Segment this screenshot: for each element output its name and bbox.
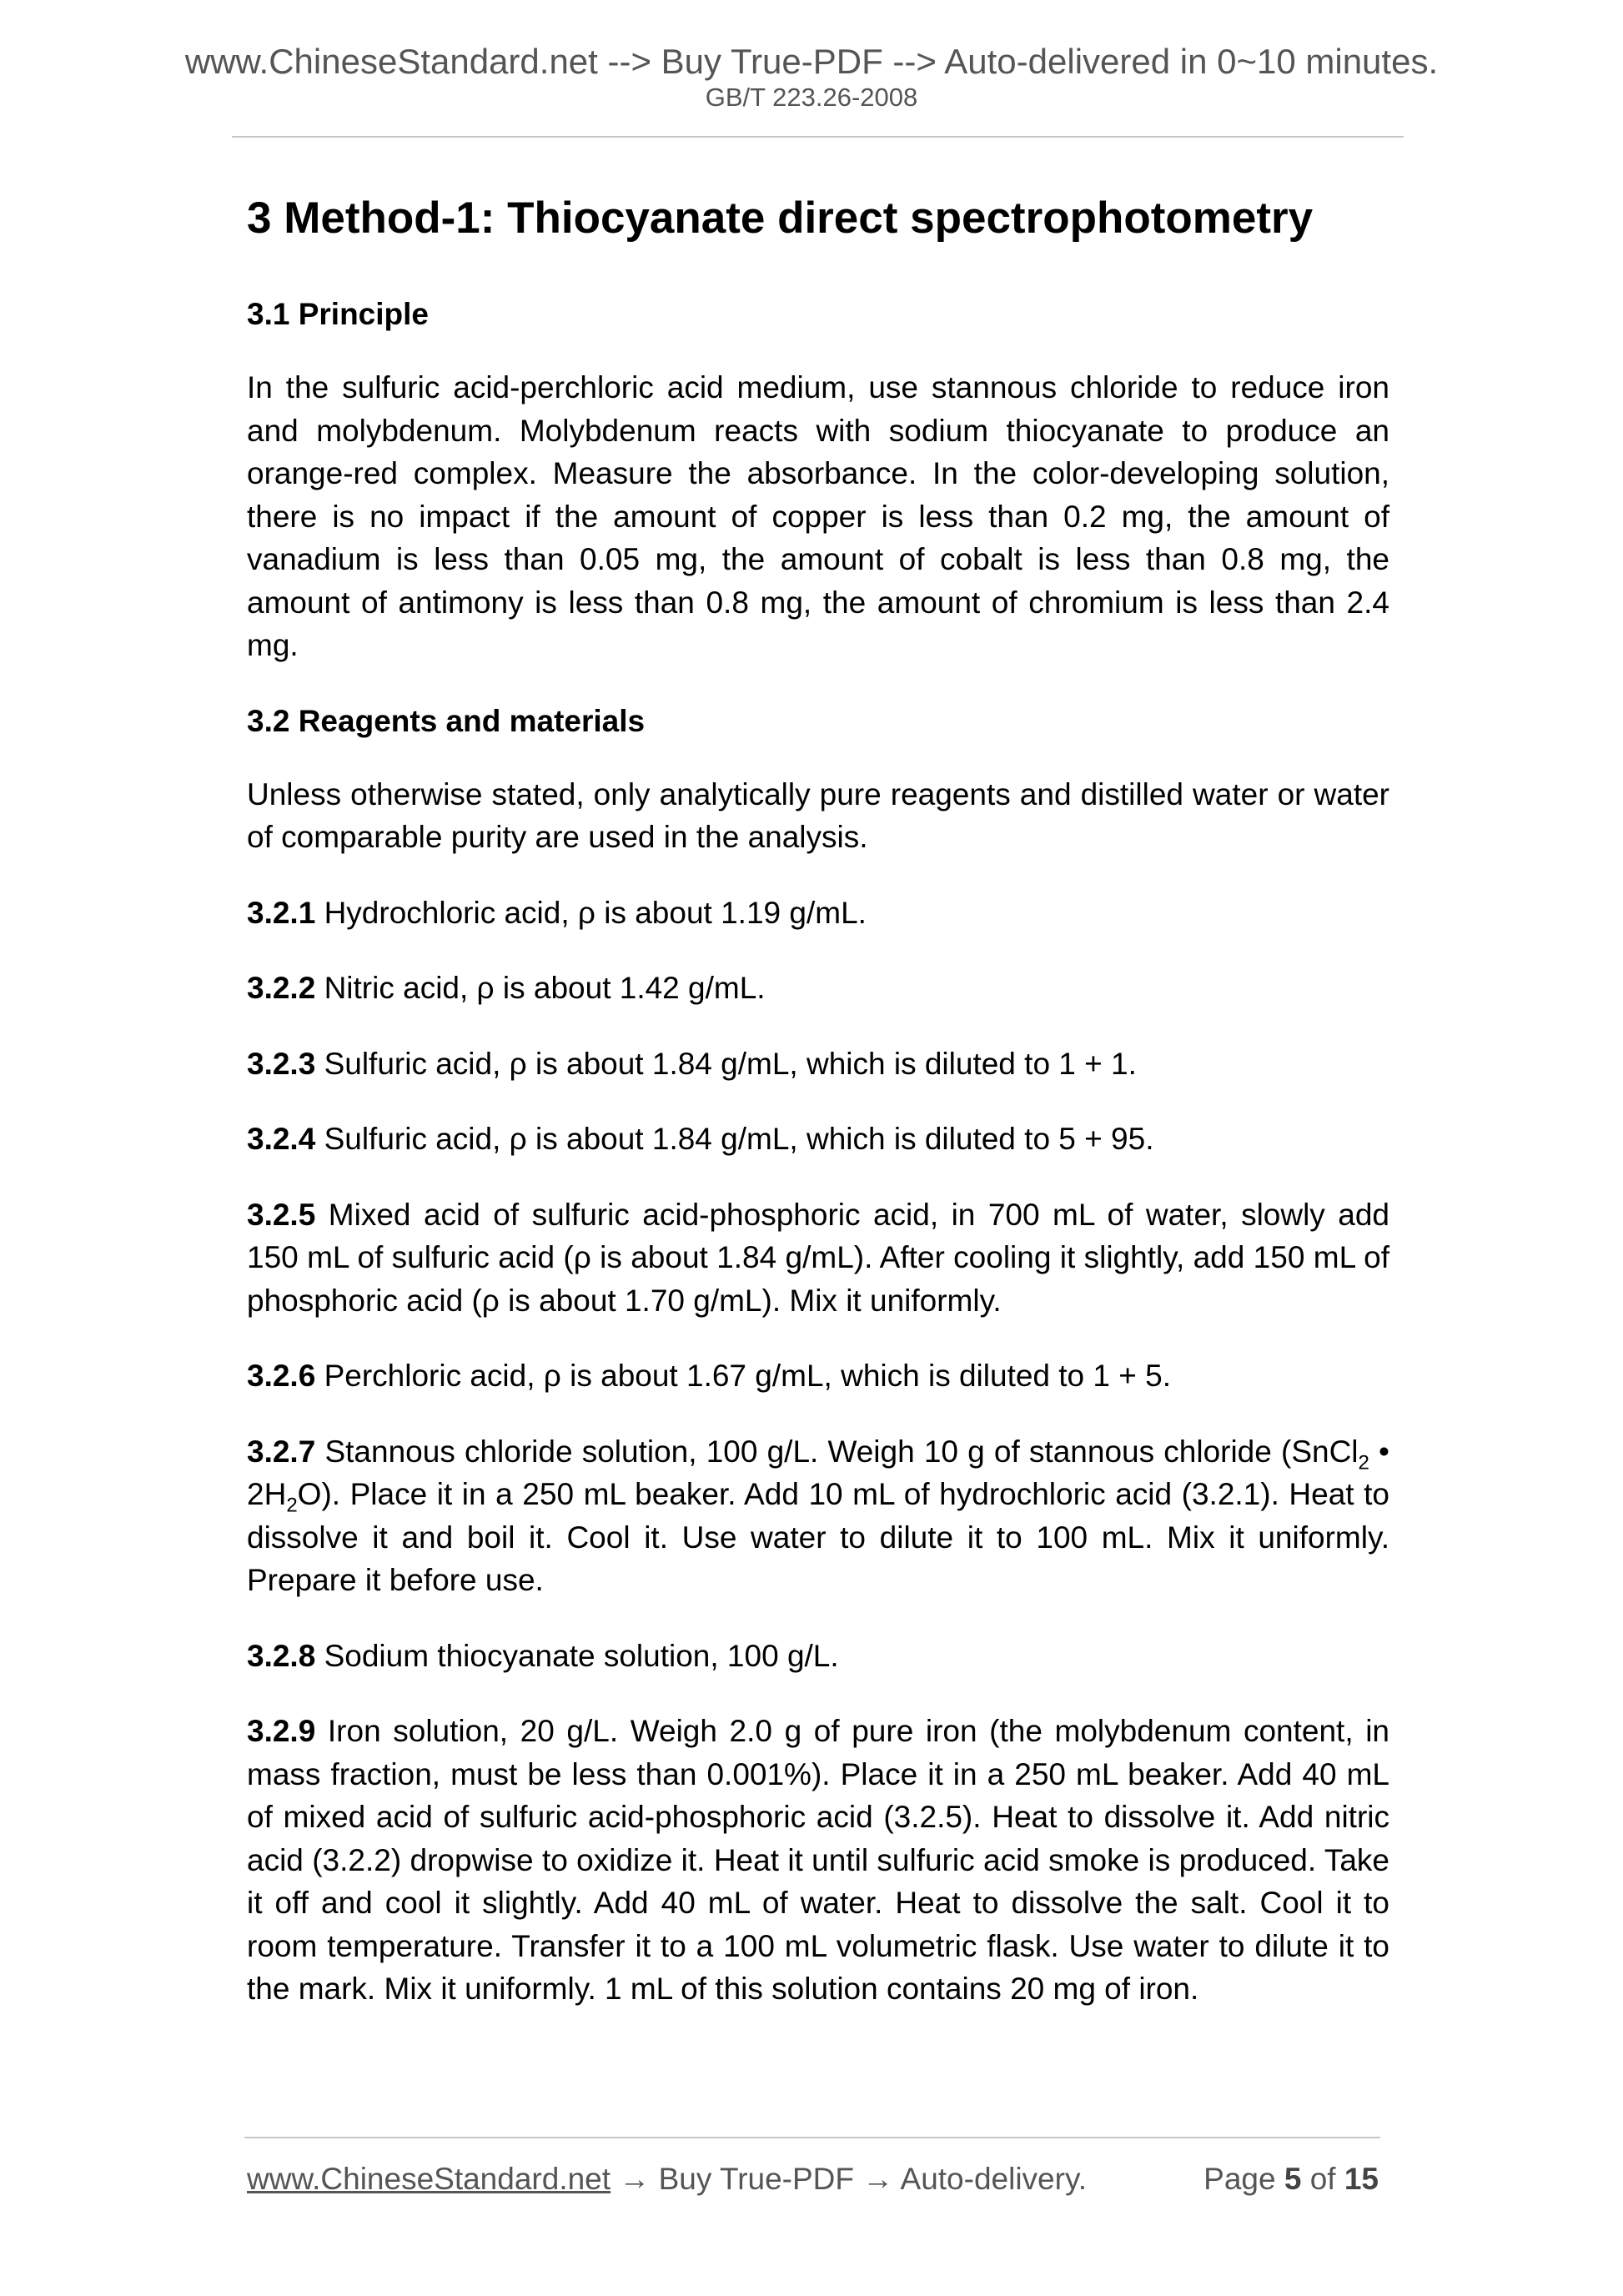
page-indicator (1203, 2158, 1379, 2200)
item-text: Hydrochloric acid, ρ is about 1.19 g/mL. (324, 895, 867, 930)
item-text: Sulfuric acid, ρ is about 1.84 g/mL, which is diluted to 1 + 1. (324, 1046, 1137, 1081)
page-footer (247, 2158, 1380, 2200)
item-number: 3.2.4 (247, 1122, 316, 1156)
page-word: Page (1203, 2162, 1276, 2196)
reagent-item (247, 1118, 1389, 1161)
item-text: Sodium thiocyanate solution, 100 g/L. (324, 1638, 839, 1673)
item-number: 3.2.6 (247, 1359, 316, 1393)
reagent-item (247, 1354, 1389, 1398)
reagents-intro: Unless otherwise stated, only analytically pure reagents and distilled water or water of comparable purity are used in the analysis. (247, 776, 1389, 854)
principle-heading: 3.1 Principle (247, 297, 429, 331)
item-text: Iron solution, 20 g/L. Weigh 2.0 g of pure iron (the molybdenum content, in mass fraction, must be less than 0.001%). Place it in a 250 mL beaker. Add 40 mL of mixed acid of sulfuric acid-phosphoric acid (3.2.5). Heat to dissolve it. Add nitric acid (3.2.2) dropwise to oxidize it. Heat it until sulfuric acid smoke is produced. Take it off and cool it slightly. Add 40 mL of water. Heat to dissolve the salt. Cool it to room temperature. Transfer it to a 100 mL volumetric flask. Use water to dilute it to the mark. Mix it uniformly. 1 mL of this solution contains 20 mg of iron. (247, 1714, 1390, 2006)
item-number: 3.2.7 (247, 1434, 316, 1469)
of-word: of (1309, 2162, 1336, 2196)
item-number: 3.2.1 (247, 895, 316, 930)
header-divider (232, 136, 1404, 138)
reagent-item (247, 1193, 1389, 1323)
principle-paragraph: In the sulfuric acid-perchloric acid medium, use stannous chloride to reduce iron and molybdenum. Molybdenum reacts with sodium thiocyanate to produce an orange-red complex. Measure the absorbance. In the color-developing solution, there is no impact if the amount of copper is less than 0.2 mg, the amount of vanadium is less than 0.05 mg, the amount of cobalt is less than 0.8 mg, the amount of antimony is less than 0.8 mg, the amount of chromium is less than 2.4 mg. (247, 370, 1389, 662)
header-banner: www.ChineseStandard.net --> Buy True-PDF --> Auto-delivered in 0~10 minutes. (184, 42, 1439, 81)
reagent-item (247, 1042, 1389, 1086)
item-text: O). Place it in a 250 mL beaker. Add 10 mL of hydrochloric acid (3.2.1). Heat to dissolve it and boil it. Cool it. Use water to dilute it to 100 mL. Mix it uniformly. Prepare it before use. (247, 1477, 1389, 1597)
footer-divider (244, 2137, 1380, 2138)
footer-text: → Buy True-PDF → Auto-delivery. (611, 2162, 1087, 2196)
item-number: 3.2.3 (247, 1046, 316, 1081)
item-number: 3.2.2 (247, 971, 316, 1005)
subscript: 2 (286, 1494, 298, 1517)
reagent-item (247, 1635, 1389, 1678)
item-text: Sulfuric acid, ρ is about 1.84 g/mL, which is diluted to 5 + 95. (324, 1122, 1154, 1156)
item-text: Perchloric acid, ρ is about 1.67 g/mL, which is diluted to 1 + 5. (324, 1359, 1172, 1393)
reagents-heading: 3.2 Reagents and materials (247, 703, 646, 738)
item-number: 3.2.9 (247, 1714, 316, 1748)
item-number: 3.2.5 (247, 1197, 316, 1232)
subscript: 2 (1358, 1450, 1369, 1474)
item-text: Mixed acid of sulfuric acid-phosphoric acid, in 700 mL of water, slowly add 150 mL of sulfuric acid (ρ is about 1.84 g/mL). After cooling it slightly, add 150 mL of phosphoric acid (ρ is about 1.70 g/mL). Mix it uniformly. (247, 1197, 1390, 1318)
reagent-item (247, 1430, 1389, 1602)
item-number: 3.2.8 (247, 1638, 316, 1673)
item-text: Nitric acid, ρ is about 1.42 g/mL. (324, 971, 766, 1005)
page-number: 5 (1284, 2162, 1302, 2196)
reagent-item (247, 892, 1389, 935)
footer-link[interactable]: www.ChineseStandard.net (247, 2162, 611, 2196)
reagent-item (247, 967, 1389, 1010)
page-total: 15 (1344, 2162, 1379, 2196)
section-title: 3 Method-1: Thiocyanate direct spectrophotometry (247, 193, 1314, 243)
reagent-item (247, 1710, 1389, 2011)
item-text: • 2H (247, 1434, 1390, 1511)
document-body (247, 188, 1389, 2043)
standard-code: GB/T 223.26-2008 (705, 83, 918, 112)
item-text: Stannous chloride solution, 100 g/L. Weigh 10 g of stannous chloride (SnCl (324, 1434, 1359, 1469)
